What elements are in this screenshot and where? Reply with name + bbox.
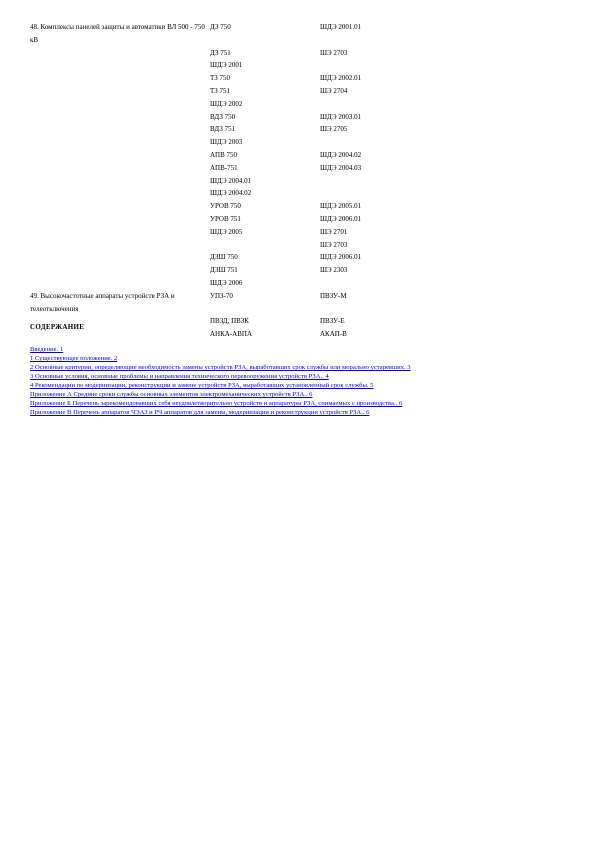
table-cell-c3: ШДЭ 2004.03 <box>320 163 362 172</box>
table-cell-c1 <box>30 175 210 188</box>
table-cell-c2: ШДЭ 2002 <box>210 99 243 108</box>
table-cell-c3: ШЭ 2705 <box>320 125 348 134</box>
table-cell-c3 <box>320 59 450 72</box>
table-cell-c3: ШДЭ 2005.01 <box>320 202 362 211</box>
table-cell-c2: УРОВ 751 <box>210 214 241 223</box>
table-row <box>30 277 450 290</box>
table-cell-c2: ШДЭ 2004.01 <box>210 176 252 185</box>
table-row <box>30 21 450 47</box>
table-row <box>30 187 450 200</box>
table-cell-c2: ШДЭ 2004.02 <box>210 189 252 198</box>
table-cell-c2: ДЗШ 751 <box>210 266 238 275</box>
toc-link[interactable]: Приложение А Средние сроки службы основных элементов электромеханических устройств РЗА.. 6 <box>30 391 313 398</box>
toc-link[interactable]: Введение. 1 <box>30 346 64 353</box>
table-cell-c2: ДЗ 750 <box>210 23 231 31</box>
table-row <box>30 123 450 136</box>
table-cell-c3: ШДЭ 2006.01 <box>320 214 362 223</box>
table-cell-c3: ШДЭ 2004.02 <box>320 150 362 159</box>
table-cell-c2: ШДЭ 2001 <box>210 61 243 70</box>
toc-link[interactable]: 4 Рекомендации по модернизации, реконструкции и замене устройств РЗА, выработавших установленный срок службы. 5 <box>30 382 374 389</box>
table-cell-c1 <box>30 85 210 98</box>
table-row <box>30 200 450 213</box>
table-cell-c3: ШЭ 2703 <box>320 48 348 57</box>
table-row <box>30 226 450 239</box>
table-cell-c1 <box>30 213 210 226</box>
table-row <box>30 251 450 264</box>
table-row <box>30 162 450 175</box>
table-cell-c3: ШДЭ 2001.01 <box>320 23 362 31</box>
table-cell-c1: 49. Высокочастотные аппараты устройств РЗА и телеотключения <box>30 291 175 313</box>
table-cell-c2: ВДЗ 750 <box>210 112 236 121</box>
table-cell-c3: ШДЭ 2002.01 <box>320 74 362 83</box>
table-cell-c1 <box>30 149 210 162</box>
table-row <box>30 264 450 277</box>
table-cell-c3 <box>320 175 450 188</box>
table-row <box>30 149 450 162</box>
table-cell-c2: ДЗШ 750 <box>210 253 238 262</box>
table-cell-c1 <box>30 47 210 60</box>
toc-link[interactable]: 1 Существующее положение. 2 <box>30 355 118 362</box>
table-cell-c1 <box>30 136 210 149</box>
table-row <box>30 175 450 188</box>
table-row <box>30 290 450 316</box>
table-row <box>30 136 450 149</box>
table-cell-c3: АКАП-В <box>320 330 347 339</box>
table-cell-c3 <box>320 136 450 149</box>
table-cell-c3: ПВЗУ-М <box>320 291 347 300</box>
table-cell-c3: ПВЗУ-Е <box>320 317 345 326</box>
table-cell-c1 <box>30 277 210 290</box>
table-cell-c3: ШЭ 2701 <box>320 227 348 236</box>
table-of-contents <box>30 323 570 417</box>
table-cell-c3: ШЭ 2704 <box>320 86 348 95</box>
table-cell-c3 <box>320 277 450 290</box>
table-cell-c3: ШЭ 2703 <box>320 240 348 249</box>
table-cell-c1 <box>30 59 210 72</box>
table-cell-c2: ШДЭ 2003 <box>210 138 243 147</box>
table-cell-c2 <box>210 239 320 252</box>
table-cell-c1 <box>30 200 210 213</box>
table-cell-c1 <box>30 187 210 200</box>
table-cell-c1 <box>30 98 210 111</box>
table-cell-c1 <box>30 226 210 239</box>
toc-link[interactable]: 2 Основные критерии, определяющие необходимость замены устройств РЗА, выработавших срок службы или морально устаревших. 3 <box>30 364 411 371</box>
table-cell-c2: УРОВ 750 <box>210 202 241 211</box>
toc-link[interactable]: 3 Основные условия, основные проблемы и направления технического перевооружения устройств РЗА.. 4 <box>30 373 329 380</box>
table-row <box>30 239 450 252</box>
table-cell-c3 <box>320 98 450 111</box>
table-row <box>30 98 450 111</box>
table-cell-c1 <box>30 264 210 277</box>
table-cell-c3 <box>320 187 450 200</box>
table-cell-c2: ДЗ 751 <box>210 48 231 57</box>
toc-title: СОДЕРЖАНИЕ <box>30 323 85 331</box>
table-row <box>30 111 450 124</box>
table-cell-c3: ШЭ 2303 <box>320 266 348 275</box>
table-cell-c1: 48. Комплексы панелей защиты и автоматики ВЛ 500 - 750 кВ <box>30 23 205 44</box>
table-cell-c2: ШДЭ 2005 <box>210 227 243 236</box>
table-cell-c2: УПЗ-70 <box>210 291 233 300</box>
table-cell-c2: ВДЗ 751 <box>210 125 236 134</box>
toc-list <box>30 345 570 417</box>
table-cell-c1 <box>30 251 210 264</box>
table-row <box>30 47 450 60</box>
table-cell-c2: ШДЭ 2006 <box>210 278 243 287</box>
table-cell-c2: АПВ-751 <box>210 163 238 172</box>
toc-link[interactable]: Приложение В Перечень аппаратов ЧЭАЗ и РЧ аппаратов для замены, модернизации и реконструкции устройств РЗА.. 6 <box>30 409 370 416</box>
table-cell-c3: ШДЭ 2003.01 <box>320 112 362 121</box>
table-cell-c1 <box>30 123 210 136</box>
table-cell-c2: ТЗ 750 <box>210 74 231 83</box>
table-cell-c2: ТЗ 751 <box>210 86 231 95</box>
toc-link[interactable]: Приложение Б Перечень зарекомендовавших себя неудовлетворительно устройств и аппаратуры РЗА, снимаемых с производства.. 6 <box>30 400 403 407</box>
equipment-table <box>30 21 450 341</box>
table-cell-c1 <box>30 72 210 85</box>
table-row <box>30 59 450 72</box>
table-cell-c2: ПВЗД, ПВЗК <box>210 317 249 326</box>
table-cell-c1 <box>30 162 210 175</box>
table-cell-c3: ШДЭ 2006.01 <box>320 253 362 262</box>
table-row <box>30 85 450 98</box>
table-cell-c2: АНКА-АВПА <box>210 330 252 339</box>
table-cell-c1 <box>30 239 210 252</box>
table-row <box>30 213 450 226</box>
table-cell-c1 <box>30 111 210 124</box>
table-row <box>30 72 450 85</box>
table-cell-c2: АПВ 750 <box>210 150 238 159</box>
